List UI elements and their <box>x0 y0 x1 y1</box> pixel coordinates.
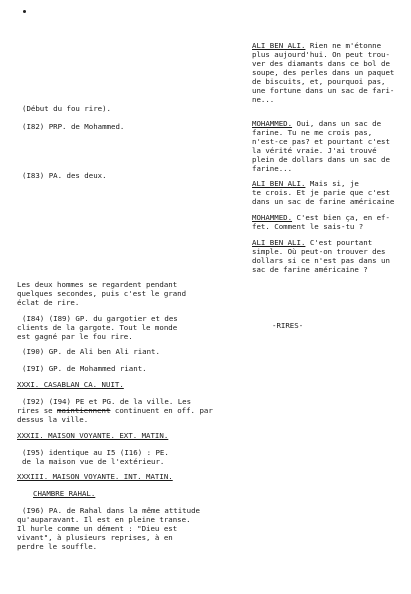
shot-184: (I84) (I89) GP. du gargotier et des <box>22 314 178 323</box>
dialogue-mohammed-1 <box>252 119 381 128</box>
dialogue-line: farine... <box>252 164 293 173</box>
dialogue-line: fet. Comment le sais-tu ? <box>252 222 364 231</box>
text-part: continuent en off. par <box>110 406 213 415</box>
shot-192-line <box>17 406 213 415</box>
struck-text: maintiennent <box>57 406 111 415</box>
dialogue-text: Oui, dans un sac de <box>292 119 382 128</box>
shot-196: (I96) PA. de Rahal dans la même attitude <box>22 506 200 515</box>
shot-195: (I95) identique au I5 (I16) : PE. <box>22 448 169 457</box>
dialogue-line: simple. Où peut-on trouver des <box>252 247 386 256</box>
dialogue-ali-2 <box>252 179 359 188</box>
page-mark <box>23 10 26 13</box>
dialogue-line: sac de farine américaine ? <box>252 265 368 274</box>
dialogue-line: plein de dollars dans un sac de <box>252 155 390 164</box>
scene-heading-33: XXXIII. MAISON VOYANTE. INT. MATIN. <box>17 472 173 481</box>
dialogue-line: dollars si ce n'est pas dans un <box>252 256 390 265</box>
action-line: quelques secondes, puis c'est le grand <box>17 289 187 298</box>
speaker-mohammed: MOHAMMED. <box>252 119 293 128</box>
dialogue-text: C'est pourtant <box>305 238 373 247</box>
shot-182: (I82) PRP. de Mohammed. <box>22 122 125 131</box>
shot-192: (I92) (I94) PE et PG. de la ville. Les <box>22 397 192 406</box>
dialogue-line: ne... <box>252 95 275 104</box>
shot-192-line: dessus la ville. <box>17 415 89 424</box>
rires-label: -RIRES- <box>272 321 304 330</box>
speaker-ali: ALI BEN ALI. <box>252 41 306 50</box>
dialogue-line: la vérité vraie. J'ai trouvé <box>252 146 377 155</box>
speaker-mohammed: MOHAMMED. <box>252 213 293 222</box>
shot-191: (I9I) GP. de Mohammed riant. <box>22 364 147 373</box>
action-line: Les deux hommes se regardent pendant <box>17 280 178 289</box>
action-line: éclat de rire. <box>17 298 80 307</box>
scene-heading-31: XXXI. CASABLAN CA. NUIT. <box>17 380 124 389</box>
dialogue-text: Mais si, je <box>305 179 359 188</box>
dialogue-line: dans un sac de farine américaine <box>252 197 395 206</box>
dialogue-text: Rien ne m'étonne <box>305 41 382 50</box>
dialogue-line: de biscuits, et, pourquoi pas, <box>252 77 386 86</box>
location-chambre: CHAMBRE RAHAL. <box>33 489 96 498</box>
shot-196-line: perdre le souffle. <box>17 542 98 551</box>
dialogue-line: soupe, des perles dans un paquet <box>252 68 395 77</box>
shot-184-line: clients de la gargote. Tout le monde <box>17 323 178 332</box>
scene-heading-32: XXXII. MAISON VOYANTE. EXT. MATIN. <box>17 431 169 440</box>
dialogue-line: une fortune dans un sac de fari- <box>252 86 395 95</box>
dialogue-line: plus aujourd'hui. On peut trou- <box>252 50 390 59</box>
speaker-ali: ALI BEN ALI. <box>252 238 306 247</box>
speaker-ali: ALI BEN ALI. <box>252 179 306 188</box>
dialogue-text: C'est bien ça, en ef- <box>292 213 390 222</box>
dialogue-line: te crois. Et je parie que c'est <box>252 188 390 197</box>
shot-196-line: Il hurle comme un dément : "Dieu est <box>17 524 178 533</box>
shot-190: (I90) GP. de Ali ben Ali riant. <box>22 347 160 356</box>
shot-196-line: vivant", à plusieurs reprises, à en <box>17 533 173 542</box>
shot-debut: (Début du fou rire). <box>22 104 111 113</box>
dialogue-ali-3 <box>252 238 372 247</box>
shot-184-line: est gagné par le fou rire. <box>17 332 133 341</box>
dialogue-mohammed-2 <box>252 213 390 222</box>
dialogue-ali-1 <box>252 41 381 50</box>
shot-195-line: de la maison vue de l'extérieur. <box>22 457 165 466</box>
dialogue-line: farine. Tu ne me crois pas, <box>252 128 373 137</box>
dialogue-line: n'est-ce pas? et pourtant c'est <box>252 137 390 146</box>
shot-196-line: qu'auparavant. Il est en pleine transe. <box>17 515 191 524</box>
shot-183: (I83) PA. des deux. <box>22 171 107 180</box>
text-part: rires se <box>17 406 58 415</box>
dialogue-line: ver des diamants dans ce bol de <box>252 59 390 68</box>
